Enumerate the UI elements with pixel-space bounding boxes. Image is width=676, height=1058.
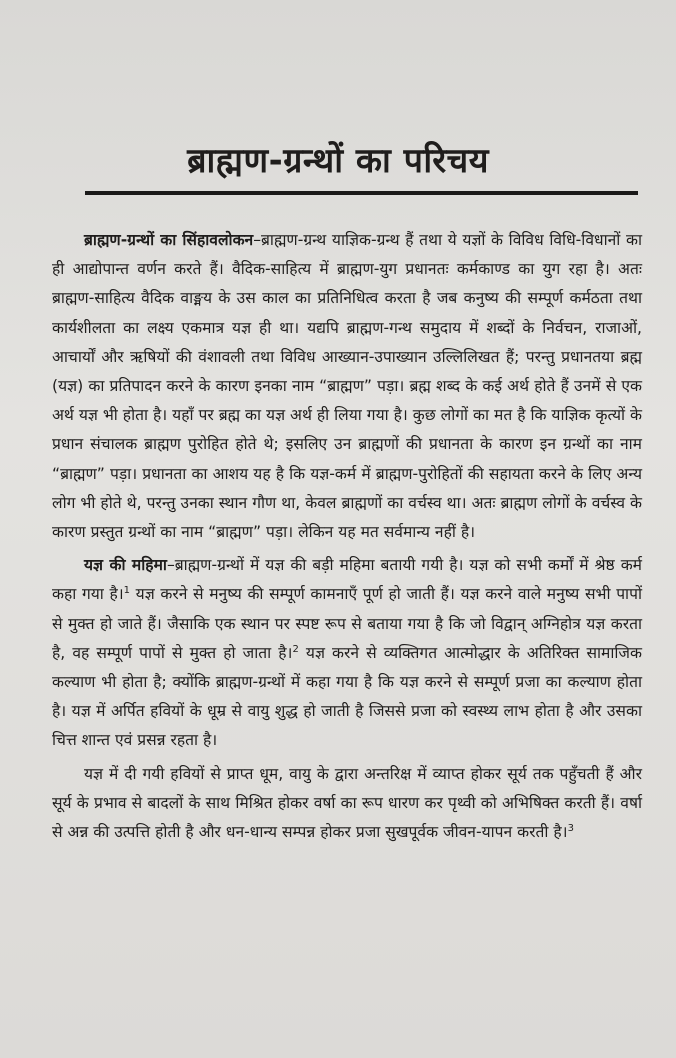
footnote-ref: 3	[567, 822, 574, 834]
paragraph-text: –ब्राह्मण-ग्रन्थ याज्ञिक-ग्रन्थ हैं तथा ये यज्ञों के विविध विधि-विधानों का ही आद्योपान्त वर्णन करते हैं। वैदिक-साहित्य में ब्राह्मण-युग प्रधानतः कर्मकाण्ड का युग रहा है। अतः ब्राह्मण-साहित्य वैदिक वाङ्मय के उस काल का प्रतिनिधित्व करता है जब कनुष्य की सम्पूर्ण कर्मठता तथा कार्यशीलता का लक्ष्य एकमात्र यज्ञ ही था। यद्यपि ब्राह्मण-गन्थ समुदाय में शब्दों के निर्वचन, राजाओं, आचार्यों और ऋषियों की वंशावली तथा विविध आख्यान-उपाख्यान उल्लिलिखत हैं; परन्तु प्रधानतया ब्रह्म (यज्ञ) का प्रतिपादन करने के कारण इनका नाम “ब्राह्मण” पड़ा। ब्रह्म शब्द के कई अर्थ होते हैं उनमें से एक अर्थ यज्ञ भी होता है। यहाँ पर ब्रह्म का यज्ञ अर्थ ही लिया गया है। कुछ लोगों का मत है कि याज्ञिक कृत्यों के प्रधान संचालक ब्राह्मण पुरोहित होते थे; इसलिए उन ब्राह्मणों की प्रधानता के कारण इन ग्रन्थों का नाम “ब्राह्मण” पड़ा। प्रधानता का आशय यह है कि यज्ञ-कर्म में ब्राह्मण-पुरोहितों की सहायता करने के लिए अन्य लोग भी होते थे, परन्तु उनका स्थान गौण था, केवल ब्राह्मणों का वर्चस्व था। अतः ब्राह्मण लोगों के वर्चस्व के कारण प्रस्तुत ग्रन्थों का नाम “ब्राह्मण” पड़ा। लेकिन यह मत सर्वमान्य नहीं है।	[52, 231, 642, 542]
paragraph-heading: ब्राह्मण-ग्रन्थों का सिंहावलोकन	[84, 231, 254, 249]
paragraph-rain-cycle	[52, 760, 642, 848]
body-text	[52, 226, 642, 847]
paragraph-yajna-mahima	[52, 551, 642, 755]
paragraph-text: यज्ञ करने से मनुष्य की सम्पूर्ण कामनाएँ पूर्ण हो जाती हैं। यज्ञ करने वाले मनुष्य सभी पापों से मुक्त हो जाते हैं। जैसाकि एक स्थान पर स्पष्ट रूप से बताया गया है कि जो विद्वान् अग्निहोत्र यज्ञ करता है, वह सम्पूर्ण पापों से मुक्त हो जाता है।	[52, 585, 642, 662]
footnote-ref: 1	[123, 585, 131, 597]
paragraph-text: यज्ञ करने से व्यक्तिगत आत्मोद्धार के अतिरिक्त सामाजिक कल्याण भी होता है; क्योंकि ब्राह्मण-ग्रन्थों में कहा गया है कि यज्ञ करने से सम्पूर्ण प्रजा का कल्याण होता है। यज्ञ में अर्पित हवियों के धूम्र से वायु शुद्ध हो जाती है जिससे प्रजा को स्वस्थ्य लाभ होता है और उसका चित्त शान्त एवं प्रसन्न रहता है।	[52, 643, 642, 750]
paragraph-text: यज्ञ में दी गयी हवियों से प्राप्त धूम, वायु के द्वारा अन्तरिक्ष में व्याप्त होकर सूर्य तक पहुँचती हैं और सूर्य के प्रभाव से बादलों के साथ मिश्रित होकर वर्षा का रूप धारण कर पृथ्वी को अभिषिक्त करती हैं। वर्षा से अन्न की उत्पत्ति होती है और धन-धान्य सम्पन्न होकर प्रजा सुखपूर्वक जीवन-यापन करती है।	[52, 764, 642, 842]
footnote-ref: 2	[292, 643, 299, 655]
paragraph-heading: यज्ञ की महिमा	[84, 556, 167, 575]
paragraph-text: –ब्राह्मण-ग्रन्थों में यज्ञ की बड़ी महिमा बतायी गयी है। यज्ञ को सभी कर्मों में श्रेष्ठ कर्म कहा गया है।	[52, 556, 643, 604]
paragraph-overview	[52, 226, 642, 547]
title-underline	[85, 191, 638, 195]
chapter-title: ब्राह्मण-ग्रन्थों का परिचय	[187, 141, 489, 181]
